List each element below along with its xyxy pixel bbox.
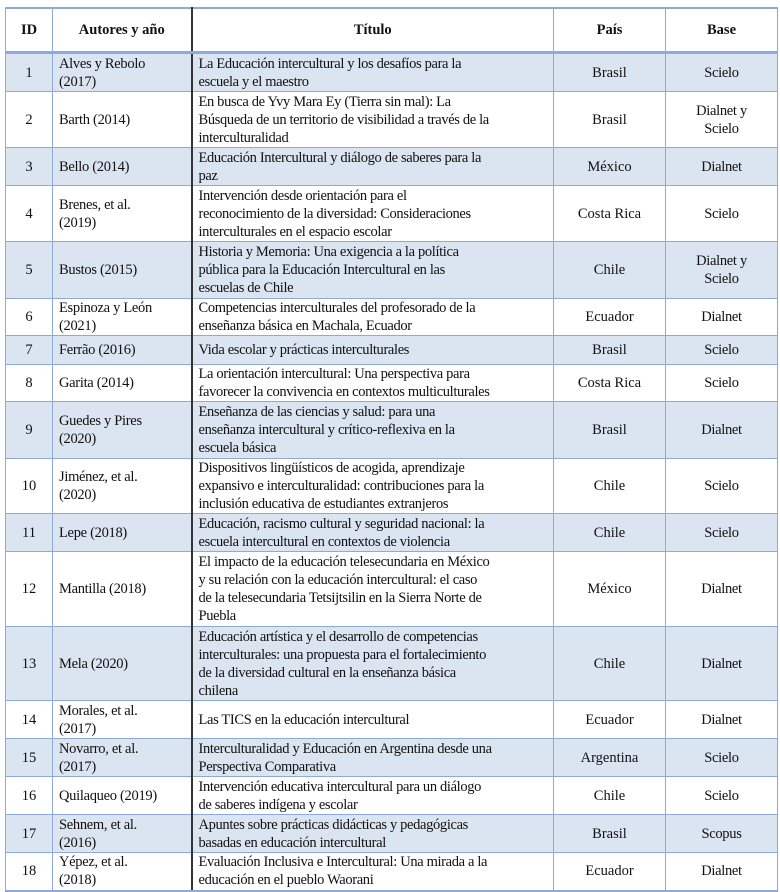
- cell-base: Dialnet y Scielo: [666, 92, 778, 148]
- table-row: [6, 186, 778, 242]
- header-id: ID: [6, 8, 53, 53]
- cell-country: Ecuador: [554, 853, 666, 891]
- table-row: [6, 299, 778, 336]
- cell-authors: Garita (2014): [53, 365, 192, 402]
- cell-id: 16: [6, 777, 53, 815]
- table-row: [6, 148, 778, 186]
- studies-table: [5, 7, 778, 892]
- table-row: [6, 92, 778, 148]
- table-row: [6, 627, 778, 701]
- cell-id: 13: [6, 627, 53, 701]
- cell-authors: Sehnem, et al. (2016): [53, 815, 192, 853]
- cell-base: Scielo: [666, 514, 778, 552]
- cell-base: Scielo: [666, 186, 778, 242]
- cell-base: Dialnet: [666, 701, 778, 739]
- cell-authors: Brenes, et al. (2019): [53, 186, 192, 242]
- cell-country: Argentina: [554, 739, 666, 777]
- cell-authors: Morales, et al. (2017): [53, 701, 192, 739]
- cell-authors: Mela (2020): [53, 627, 192, 701]
- cell-base: Scielo: [666, 365, 778, 402]
- cell-base: Dialnet: [666, 148, 778, 186]
- cell-id: 7: [6, 336, 53, 365]
- cell-country: Costa Rica: [554, 186, 666, 242]
- header-country: País: [554, 8, 666, 53]
- cell-id: 11: [6, 514, 53, 552]
- cell-authors: Barth (2014): [53, 92, 192, 148]
- cell-country: Brasil: [554, 402, 666, 459]
- cell-title: Apuntes sobre prácticas didácticas y pedagógicas basadas en educación intercultural: [192, 815, 554, 853]
- cell-base: Dialnet: [666, 402, 778, 459]
- cell-authors: Espinoza y León (2021): [53, 299, 192, 336]
- cell-authors: Lepe (2018): [53, 514, 192, 552]
- header-base: Base: [666, 8, 778, 53]
- cell-country: Brasil: [554, 815, 666, 853]
- header-authors: Autores y año: [53, 8, 192, 53]
- cell-authors: Alves y Rebolo (2017): [53, 53, 192, 92]
- cell-base: Dialnet y Scielo: [666, 242, 778, 299]
- cell-title: Vida escolar y prácticas interculturales: [192, 336, 554, 365]
- table-row: [6, 365, 778, 402]
- cell-base: Scopus: [666, 815, 778, 853]
- table-row: [6, 336, 778, 365]
- cell-base: Dialnet: [666, 299, 778, 336]
- cell-title: Historia y Memoria: Una exigencia a la política pública para la Educación Intercultural en las escuelas de Chile: [192, 242, 554, 299]
- cell-country: Chile: [554, 777, 666, 815]
- cell-id: 9: [6, 402, 53, 459]
- cell-country: Ecuador: [554, 701, 666, 739]
- cell-id: 14: [6, 701, 53, 739]
- cell-id: 12: [6, 552, 53, 627]
- cell-authors: Bustos (2015): [53, 242, 192, 299]
- cell-base: Dialnet: [666, 853, 778, 891]
- cell-id: 1: [6, 53, 53, 92]
- cell-country: Chile: [554, 514, 666, 552]
- table-header-row: [6, 8, 778, 53]
- cell-authors: Yépez, et al. (2018): [53, 853, 192, 891]
- cell-title: Dispositivos lingüísticos de acogida, aprendizaje expansivo e interculturalidad: contribuciones para la inclusión educativa de estudiantes extranjeros: [192, 459, 554, 514]
- table-row: [6, 53, 778, 92]
- cell-authors: Jiménez, et al. (2020): [53, 459, 192, 514]
- cell-id: 3: [6, 148, 53, 186]
- cell-country: Brasil: [554, 92, 666, 148]
- cell-title: Enseñanza de las ciencias y salud: para una enseñanza intercultural y crítico-reflexiva en la escuela básica: [192, 402, 554, 459]
- cell-authors: Ferrão (2016): [53, 336, 192, 365]
- table-row: [6, 242, 778, 299]
- cell-base: Dialnet: [666, 552, 778, 627]
- cell-base: Dialnet: [666, 627, 778, 701]
- cell-authors: Quilaqueo (2019): [53, 777, 192, 815]
- cell-country: México: [554, 148, 666, 186]
- cell-id: 17: [6, 815, 53, 853]
- cell-title: Educación Intercultural y diálogo de saberes para la paz: [192, 148, 554, 186]
- cell-title: Interculturalidad y Educación en Argentina desde una Perspectiva Comparativa: [192, 739, 554, 777]
- cell-title: Educación artística y el desarrollo de competencias interculturales: una propuesta para el fortalecimiento de la diversidad cultural en la enseñanza básica chilena: [192, 627, 554, 701]
- cell-title: Intervención educativa intercultural para un diálogo de saberes indígena y escolar: [192, 777, 554, 815]
- cell-base: Scielo: [666, 459, 778, 514]
- cell-title: Competencias interculturales del profesorado de la enseñanza básica en Machala, Ecuador: [192, 299, 554, 336]
- cell-country: Costa Rica: [554, 365, 666, 402]
- cell-base: Scielo: [666, 53, 778, 92]
- cell-country: Chile: [554, 242, 666, 299]
- cell-id: 5: [6, 242, 53, 299]
- cell-id: 10: [6, 459, 53, 514]
- cell-country: Ecuador: [554, 299, 666, 336]
- cell-title: Educación, racismo cultural y seguridad nacional: la escuela intercultural en contextos de violencia: [192, 514, 554, 552]
- cell-id: 6: [6, 299, 53, 336]
- header-title: Título: [192, 8, 554, 53]
- table-row: [6, 815, 778, 853]
- cell-title: Evaluación Inclusiva e Intercultural: Una mirada a la educación en el pueblo Waorani: [192, 853, 554, 891]
- table-row: [6, 853, 778, 891]
- table-row: [6, 739, 778, 777]
- table-row: [6, 514, 778, 552]
- cell-id: 4: [6, 186, 53, 242]
- cell-authors: Bello (2014): [53, 148, 192, 186]
- cell-base: Scielo: [666, 336, 778, 365]
- cell-title: La Educación intercultural y los desafíos para la escuela y el maestro: [192, 53, 554, 92]
- cell-country: Chile: [554, 627, 666, 701]
- cell-country: Brasil: [554, 53, 666, 92]
- cell-title: Intervención desde orientación para el reconocimiento de la diversidad: Consideraciones interculturales en el espacio escolar: [192, 186, 554, 242]
- cell-title: La orientación intercultural: Una perspectiva para favorecer la convivencia en contextos multiculturales: [192, 365, 554, 402]
- table-row: [6, 777, 778, 815]
- table-row: [6, 402, 778, 459]
- cell-id: 18: [6, 853, 53, 891]
- cell-title: Las TICS en la educación intercultural: [192, 701, 554, 739]
- cell-country: Brasil: [554, 336, 666, 365]
- cell-id: 2: [6, 92, 53, 148]
- cell-country: Chile: [554, 459, 666, 514]
- table-row: [6, 701, 778, 739]
- cell-authors: Mantilla (2018): [53, 552, 192, 627]
- cell-id: 15: [6, 739, 53, 777]
- cell-authors: Novarro, et al. (2017): [53, 739, 192, 777]
- cell-base: Scielo: [666, 777, 778, 815]
- table-row: [6, 459, 778, 514]
- cell-country: México: [554, 552, 666, 627]
- cell-id: 8: [6, 365, 53, 402]
- cell-title: El impacto de la educación telesecundaria en México y su relación con la educación intercultural: el caso de la telesecundaria Tetsijtsilin en la Sierra Norte de Puebla: [192, 552, 554, 627]
- cell-base: Scielo: [666, 739, 778, 777]
- table-row: [6, 552, 778, 627]
- cell-title: En busca de Yvy Mara Ey (Tierra sin mal): La Búsqueda de un territorio de visibilidad a través de la interculturalidad: [192, 92, 554, 148]
- cell-authors: Guedes y Pires (2020): [53, 402, 192, 459]
